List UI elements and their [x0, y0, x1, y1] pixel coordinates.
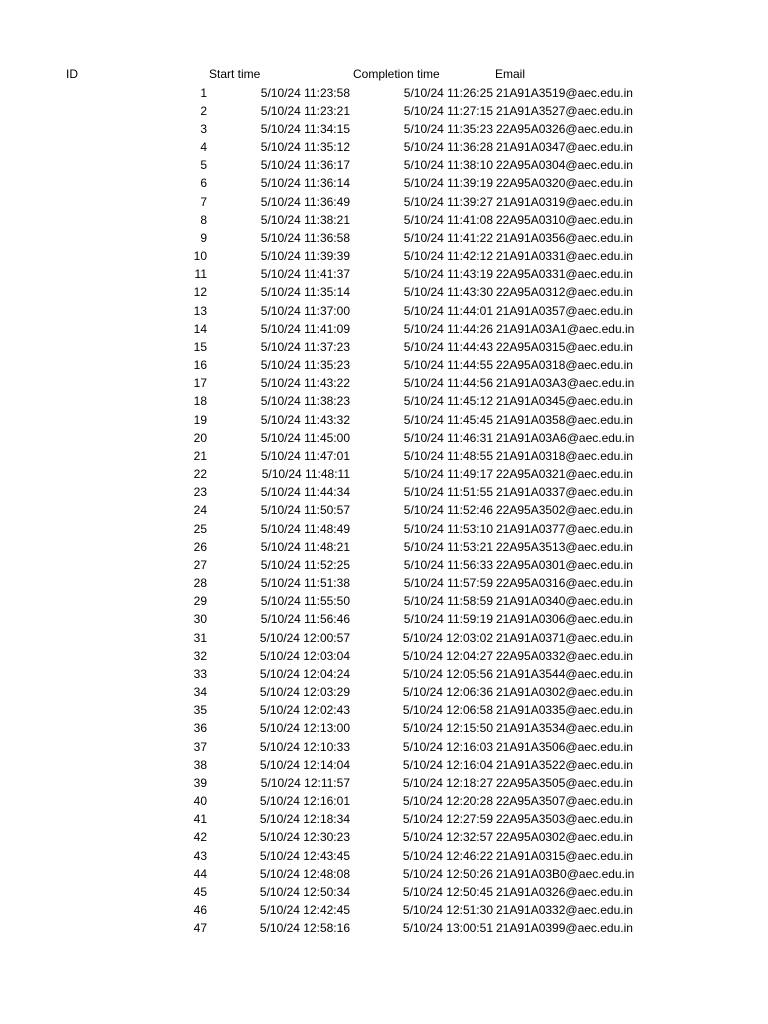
email-cell: 22A95A0320@aec.edu.in — [496, 176, 633, 191]
email-cell: 21A91A03A3@aec.edu.in — [496, 376, 635, 391]
email-cell: 22A95A0304@aec.edu.in — [496, 158, 633, 173]
table-row — [0, 320, 768, 338]
completion-time-cell: 5/10/24 11:58:59 — [403, 594, 493, 609]
table-row — [0, 901, 768, 919]
id-cell: 35 — [193, 703, 207, 718]
table-row — [0, 883, 768, 901]
start-time-cell: 5/10/24 12:03:04 — [259, 648, 350, 663]
completion-time-cell: 5/10/24 11:38:10 — [403, 158, 493, 173]
start-time-cell: 5/10/24 11:44:34 — [260, 485, 350, 500]
table-row — [0, 247, 768, 265]
id-cell: 24 — [193, 503, 207, 518]
completion-time-cell: 5/10/24 11:43:19 — [403, 267, 493, 282]
start-time-cell: 5/10/24 12:48:08 — [259, 866, 350, 881]
table-row — [0, 756, 768, 774]
table-row — [0, 447, 768, 465]
id-cell: 36 — [193, 721, 207, 736]
header-row — [0, 65, 768, 83]
table-row — [0, 174, 768, 192]
start-time-cell: 5/10/24 11:41:09 — [260, 321, 350, 336]
completion-time-cell: 5/10/24 11:39:27 — [403, 194, 493, 209]
completion-time-cell: 5/10/24 11:44:01 — [403, 303, 493, 318]
start-time-cell: 5/10/24 11:23:21 — [260, 103, 350, 118]
completion-time-cell: 5/10/24 11:35:23 — [403, 121, 493, 136]
start-time-cell: 5/10/24 11:36:58 — [260, 230, 350, 245]
email-cell: 22A95A0331@aec.edu.in — [496, 267, 633, 282]
table-row — [0, 429, 768, 447]
start-time-cell: 5/10/24 12:04:24 — [259, 666, 350, 681]
start-time-cell: 5/10/24 11:37:00 — [260, 303, 350, 318]
table-row — [0, 374, 768, 392]
email-cell: 21A91A3506@aec.edu.in — [496, 739, 633, 754]
id-cell: 4 — [200, 140, 207, 154]
start-time-cell: 5/10/24 11:35:12 — [260, 140, 350, 154]
id-cell: 32 — [193, 648, 207, 663]
start-time-cell: 5/10/24 12:03:29 — [259, 685, 350, 700]
table-row — [0, 283, 768, 301]
start-time-cell: 5/10/24 11:41:37 — [260, 267, 350, 282]
start-time-cell: 5/10/24 11:45:00 — [260, 430, 350, 445]
id-cell: 21 — [193, 448, 207, 463]
id-cell: 44 — [193, 866, 207, 881]
email-cell: 21A91A0399@aec.edu.in — [496, 921, 633, 936]
email-cell: 21A91A0337@aec.edu.in — [496, 485, 633, 500]
email-cell: 21A91A0319@aec.edu.in — [496, 194, 633, 209]
completion-time-cell: 5/10/24 11:53:21 — [403, 539, 493, 554]
completion-time-cell: 5/10/24 11:51:55 — [403, 485, 493, 500]
id-cell: 3 — [200, 121, 207, 136]
id-cell: 39 — [193, 775, 207, 790]
email-cell: 21A91A0326@aec.edu.in — [496, 884, 633, 899]
id-cell: 1 — [200, 85, 207, 100]
email-cell: 21A91A0302@aec.edu.in — [496, 685, 633, 700]
start-time-cell: 5/10/24 12:30:23 — [259, 830, 350, 845]
table-row — [0, 683, 768, 701]
completion-time-cell: 5/10/24 11:44:26 — [403, 321, 493, 336]
completion-time-column-header: Completion time — [353, 67, 440, 81]
completion-time-cell: 5/10/24 11:42:12 — [403, 249, 493, 264]
completion-time-cell: 5/10/24 11:44:43 — [403, 339, 493, 354]
start-time-cell: 5/10/24 12:10:33 — [259, 739, 350, 754]
id-cell: 46 — [193, 903, 207, 918]
id-cell: 37 — [193, 739, 207, 754]
completion-time-cell: 5/10/24 12:32:57 — [402, 830, 493, 845]
table-row — [0, 774, 768, 792]
completion-time-cell: 5/10/24 12:16:04 — [402, 757, 493, 772]
completion-time-cell: 5/10/24 11:57:59 — [403, 576, 493, 591]
id-cell: 9 — [200, 230, 207, 245]
completion-time-cell: 5/10/24 11:36:28 — [403, 140, 493, 154]
id-cell: 31 — [193, 630, 207, 645]
completion-time-cell: 5/10/24 11:45:45 — [403, 412, 493, 427]
start-time-cell: 5/10/24 12:58:16 — [259, 921, 350, 936]
start-time-cell: 5/10/24 11:43:22 — [260, 376, 350, 391]
email-cell: 21A91A3534@aec.edu.in — [496, 721, 633, 736]
start-time-cell: 5/10/24 11:56:46 — [260, 612, 350, 627]
start-time-cell: 5/10/24 12:02:43 — [259, 703, 350, 718]
start-time-cell: 5/10/24 12:00:57 — [259, 630, 350, 645]
start-time-cell: 5/10/24 12:16:01 — [259, 794, 350, 809]
id-cell: 28 — [193, 576, 207, 591]
table-row — [0, 792, 768, 810]
email-cell: 22A95A0310@aec.edu.in — [496, 212, 633, 227]
email-cell: 21A91A03A6@aec.edu.in — [496, 430, 635, 445]
email-cell: 22A95A0302@aec.edu.in — [496, 830, 633, 845]
email-cell: 21A91A0358@aec.edu.in — [496, 412, 633, 427]
table-row — [0, 84, 768, 102]
start-time-cell: 5/10/24 11:48:21 — [260, 539, 350, 554]
id-cell: 16 — [193, 358, 207, 373]
completion-time-cell: 5/10/24 11:39:19 — [403, 176, 493, 191]
start-time-cell: 5/10/24 11:39:39 — [260, 249, 350, 264]
email-cell: 21A91A0318@aec.edu.in — [496, 448, 633, 463]
id-cell: 18 — [193, 394, 207, 409]
start-time-cell: 5/10/24 11:36:14 — [260, 176, 350, 191]
email-cell: 22A95A0301@aec.edu.in — [496, 557, 633, 572]
start-time-cell: 5/10/24 11:52:25 — [260, 557, 350, 572]
completion-time-cell: 5/10/24 12:06:58 — [402, 703, 493, 718]
start-time-cell: 5/10/24 11:23:58 — [260, 85, 350, 100]
completion-time-cell: 5/10/24 11:41:22 — [403, 230, 493, 245]
table-row — [0, 592, 768, 610]
start-time-cell: 5/10/24 11:55:50 — [260, 594, 350, 609]
completion-time-cell: 5/10/24 12:46:22 — [402, 848, 493, 863]
id-cell: 40 — [193, 794, 207, 809]
start-time-cell: 5/10/24 11:48:11 — [261, 467, 350, 482]
id-cell: 12 — [193, 285, 207, 300]
id-cell: 25 — [193, 521, 207, 536]
completion-time-cell: 5/10/24 12:06:36 — [402, 685, 493, 700]
id-cell: 6 — [200, 176, 207, 191]
completion-time-cell: 5/10/24 11:53:10 — [403, 521, 493, 536]
table-row — [0, 193, 768, 211]
start-time-cell: 5/10/24 11:36:49 — [260, 194, 350, 209]
start-time-cell: 5/10/24 11:37:23 — [260, 339, 350, 354]
id-cell: 42 — [193, 830, 207, 845]
start-time-cell: 5/10/24 11:50:57 — [260, 503, 350, 518]
table-row — [0, 483, 768, 501]
table-row — [0, 738, 768, 756]
table-row — [0, 828, 768, 846]
table-row — [0, 338, 768, 356]
table-row — [0, 138, 768, 156]
id-cell: 33 — [193, 666, 207, 681]
id-cell: 38 — [193, 757, 207, 772]
start-time-cell: 5/10/24 11:36:17 — [260, 158, 350, 173]
email-cell: 21A91A0340@aec.edu.in — [496, 594, 633, 609]
id-column-header: ID — [66, 67, 78, 81]
table-row — [0, 265, 768, 283]
table-row — [0, 465, 768, 483]
table-row — [0, 356, 768, 374]
completion-time-cell: 5/10/24 11:26:25 — [403, 85, 493, 100]
id-cell: 45 — [193, 884, 207, 899]
start-time-cell: 5/10/24 12:14:04 — [259, 757, 350, 772]
email-cell: 21A91A0306@aec.edu.in — [496, 612, 633, 627]
completion-time-cell: 5/10/24 11:59:19 — [403, 612, 493, 627]
table-row — [0, 102, 768, 120]
start-time-column-header: Start time — [209, 67, 261, 81]
email-cell: 22A95A3513@aec.edu.in — [496, 539, 633, 554]
email-column-header: Email — [495, 67, 526, 81]
id-cell: 8 — [200, 212, 207, 227]
start-time-cell: 5/10/24 12:18:34 — [259, 812, 350, 827]
start-time-cell: 5/10/24 11:38:21 — [260, 212, 350, 227]
table-row — [0, 701, 768, 719]
table-row — [0, 665, 768, 683]
email-cell: 21A91A0335@aec.edu.in — [496, 703, 633, 718]
completion-time-cell: 5/10/24 11:27:15 — [403, 103, 493, 118]
id-cell: 10 — [193, 249, 207, 264]
id-cell: 11 — [194, 267, 207, 282]
start-time-cell: 5/10/24 11:48:49 — [260, 521, 350, 536]
completion-time-cell: 5/10/24 12:18:27 — [402, 775, 493, 790]
completion-time-cell: 5/10/24 12:50:26 — [402, 866, 493, 881]
email-cell: 21A91A3522@aec.edu.in — [496, 757, 633, 772]
email-cell: 22A95A3502@aec.edu.in — [496, 503, 633, 518]
completion-time-cell: 5/10/24 11:41:08 — [403, 212, 493, 227]
completion-time-cell: 5/10/24 11:44:55 — [403, 358, 493, 373]
completion-time-cell: 5/10/24 11:46:31 — [403, 430, 493, 445]
email-cell: 21A91A0332@aec.edu.in — [496, 903, 633, 918]
email-cell: 21A91A3544@aec.edu.in — [496, 666, 633, 681]
table-row — [0, 520, 768, 538]
start-time-cell: 5/10/24 11:38:23 — [260, 394, 350, 409]
completion-time-cell: 5/10/24 11:52:46 — [403, 503, 493, 518]
id-cell: 20 — [193, 430, 207, 445]
id-cell: 13 — [193, 303, 207, 318]
email-cell: 21A91A0315@aec.edu.in — [496, 848, 633, 863]
start-time-cell: 5/10/24 11:34:15 — [260, 121, 350, 136]
start-time-cell: 5/10/24 11:35:14 — [260, 285, 350, 300]
email-cell: 22A95A0326@aec.edu.in — [496, 121, 633, 136]
id-cell: 15 — [193, 339, 207, 354]
completion-time-cell: 5/10/24 12:15:50 — [402, 721, 493, 736]
id-cell: 23 — [193, 485, 207, 500]
table-row — [0, 501, 768, 519]
table-row — [0, 211, 768, 229]
start-time-cell: 5/10/24 12:13:00 — [259, 721, 350, 736]
table-row — [0, 302, 768, 320]
table-row — [0, 647, 768, 665]
table-row — [0, 156, 768, 174]
id-cell: 5 — [200, 158, 207, 173]
completion-time-cell: 5/10/24 11:48:55 — [403, 448, 493, 463]
table-row — [0, 556, 768, 574]
table-row — [0, 865, 768, 883]
table-row — [0, 229, 768, 247]
completion-time-cell: 5/10/24 13:00:51 — [402, 921, 493, 936]
start-time-cell: 5/10/24 12:43:45 — [259, 848, 350, 863]
id-cell: 22 — [193, 467, 207, 482]
completion-time-cell: 5/10/24 12:03:02 — [402, 630, 493, 645]
email-cell: 21A91A03B0@aec.edu.in — [496, 866, 635, 881]
start-time-cell: 5/10/24 12:42:45 — [259, 903, 350, 918]
id-cell: 14 — [193, 321, 207, 336]
completion-time-cell: 5/10/24 12:16:03 — [402, 739, 493, 754]
id-cell: 41 — [193, 812, 207, 827]
completion-time-cell: 5/10/24 11:45:12 — [403, 394, 493, 409]
email-cell: 22A95A3505@aec.edu.in — [496, 775, 633, 790]
id-cell: 34 — [193, 685, 207, 700]
id-cell: 7 — [200, 194, 207, 209]
email-cell: 22A95A3503@aec.edu.in — [496, 812, 633, 827]
id-cell: 2 — [200, 103, 207, 118]
email-cell: 22A95A0312@aec.edu.in — [496, 285, 633, 300]
table-row — [0, 919, 768, 937]
id-cell: 29 — [193, 594, 207, 609]
email-cell: 22A95A0315@aec.edu.in — [496, 339, 633, 354]
id-cell: 47 — [193, 921, 207, 936]
completion-time-cell: 5/10/24 11:49:17 — [403, 467, 493, 482]
table-row — [0, 629, 768, 647]
id-cell: 19 — [193, 412, 207, 427]
table-row — [0, 538, 768, 556]
email-cell: 21A91A0357@aec.edu.in — [496, 303, 633, 318]
email-cell: 22A95A3507@aec.edu.in — [496, 794, 633, 809]
completion-time-cell: 5/10/24 11:43:30 — [403, 285, 493, 300]
email-cell: 22A95A0318@aec.edu.in — [496, 358, 633, 373]
completion-time-cell: 5/10/24 12:51:30 — [402, 903, 493, 918]
table-row — [0, 810, 768, 828]
start-time-cell: 5/10/24 11:43:32 — [260, 412, 350, 427]
table-row — [0, 120, 768, 138]
completion-time-cell: 5/10/24 12:04:27 — [402, 648, 493, 663]
table-row — [0, 574, 768, 592]
email-cell: 21A91A0377@aec.edu.in — [496, 521, 633, 536]
email-cell: 21A91A3519@aec.edu.in — [496, 85, 633, 100]
table-row — [0, 719, 768, 737]
id-cell: 30 — [193, 612, 207, 627]
email-cell: 21A91A03A1@aec.edu.in — [496, 321, 635, 336]
table-row — [0, 847, 768, 865]
completion-time-cell: 5/10/24 12:20:28 — [402, 794, 493, 809]
id-cell: 26 — [193, 539, 207, 554]
email-cell: 21A91A0347@aec.edu.in — [496, 140, 633, 154]
email-cell: 21A91A0356@aec.edu.in — [496, 230, 633, 245]
id-cell: 43 — [193, 848, 207, 863]
table-row — [0, 610, 768, 628]
completion-time-cell: 5/10/24 11:56:33 — [403, 557, 493, 572]
completion-time-cell: 5/10/24 12:05:56 — [402, 666, 493, 681]
email-cell: 22A95A0332@aec.edu.in — [496, 648, 633, 663]
email-cell: 21A91A0345@aec.edu.in — [496, 394, 633, 409]
completion-time-cell: 5/10/24 12:27:59 — [402, 812, 493, 827]
start-time-cell: 5/10/24 12:50:34 — [259, 884, 350, 899]
completion-time-cell: 5/10/24 12:50:45 — [402, 884, 493, 899]
id-cell: 27 — [193, 557, 207, 572]
start-time-cell: 5/10/24 11:47:01 — [260, 448, 350, 463]
email-cell: 21A91A0371@aec.edu.in — [496, 630, 633, 645]
completion-time-cell: 5/10/24 11:44:56 — [403, 376, 493, 391]
start-time-cell: 5/10/24 12:11:57 — [260, 775, 350, 790]
email-cell: 22A95A0321@aec.edu.in — [496, 467, 633, 482]
id-cell: 17 — [193, 376, 207, 391]
table-row — [0, 411, 768, 429]
email-cell: 22A95A0316@aec.edu.in — [496, 576, 633, 591]
email-cell: 21A91A3527@aec.edu.in — [496, 103, 633, 118]
start-time-cell: 5/10/24 11:35:23 — [260, 358, 350, 373]
table-row — [0, 392, 768, 410]
email-cell: 21A91A0331@aec.edu.in — [496, 249, 633, 264]
start-time-cell: 5/10/24 11:51:38 — [260, 576, 350, 591]
